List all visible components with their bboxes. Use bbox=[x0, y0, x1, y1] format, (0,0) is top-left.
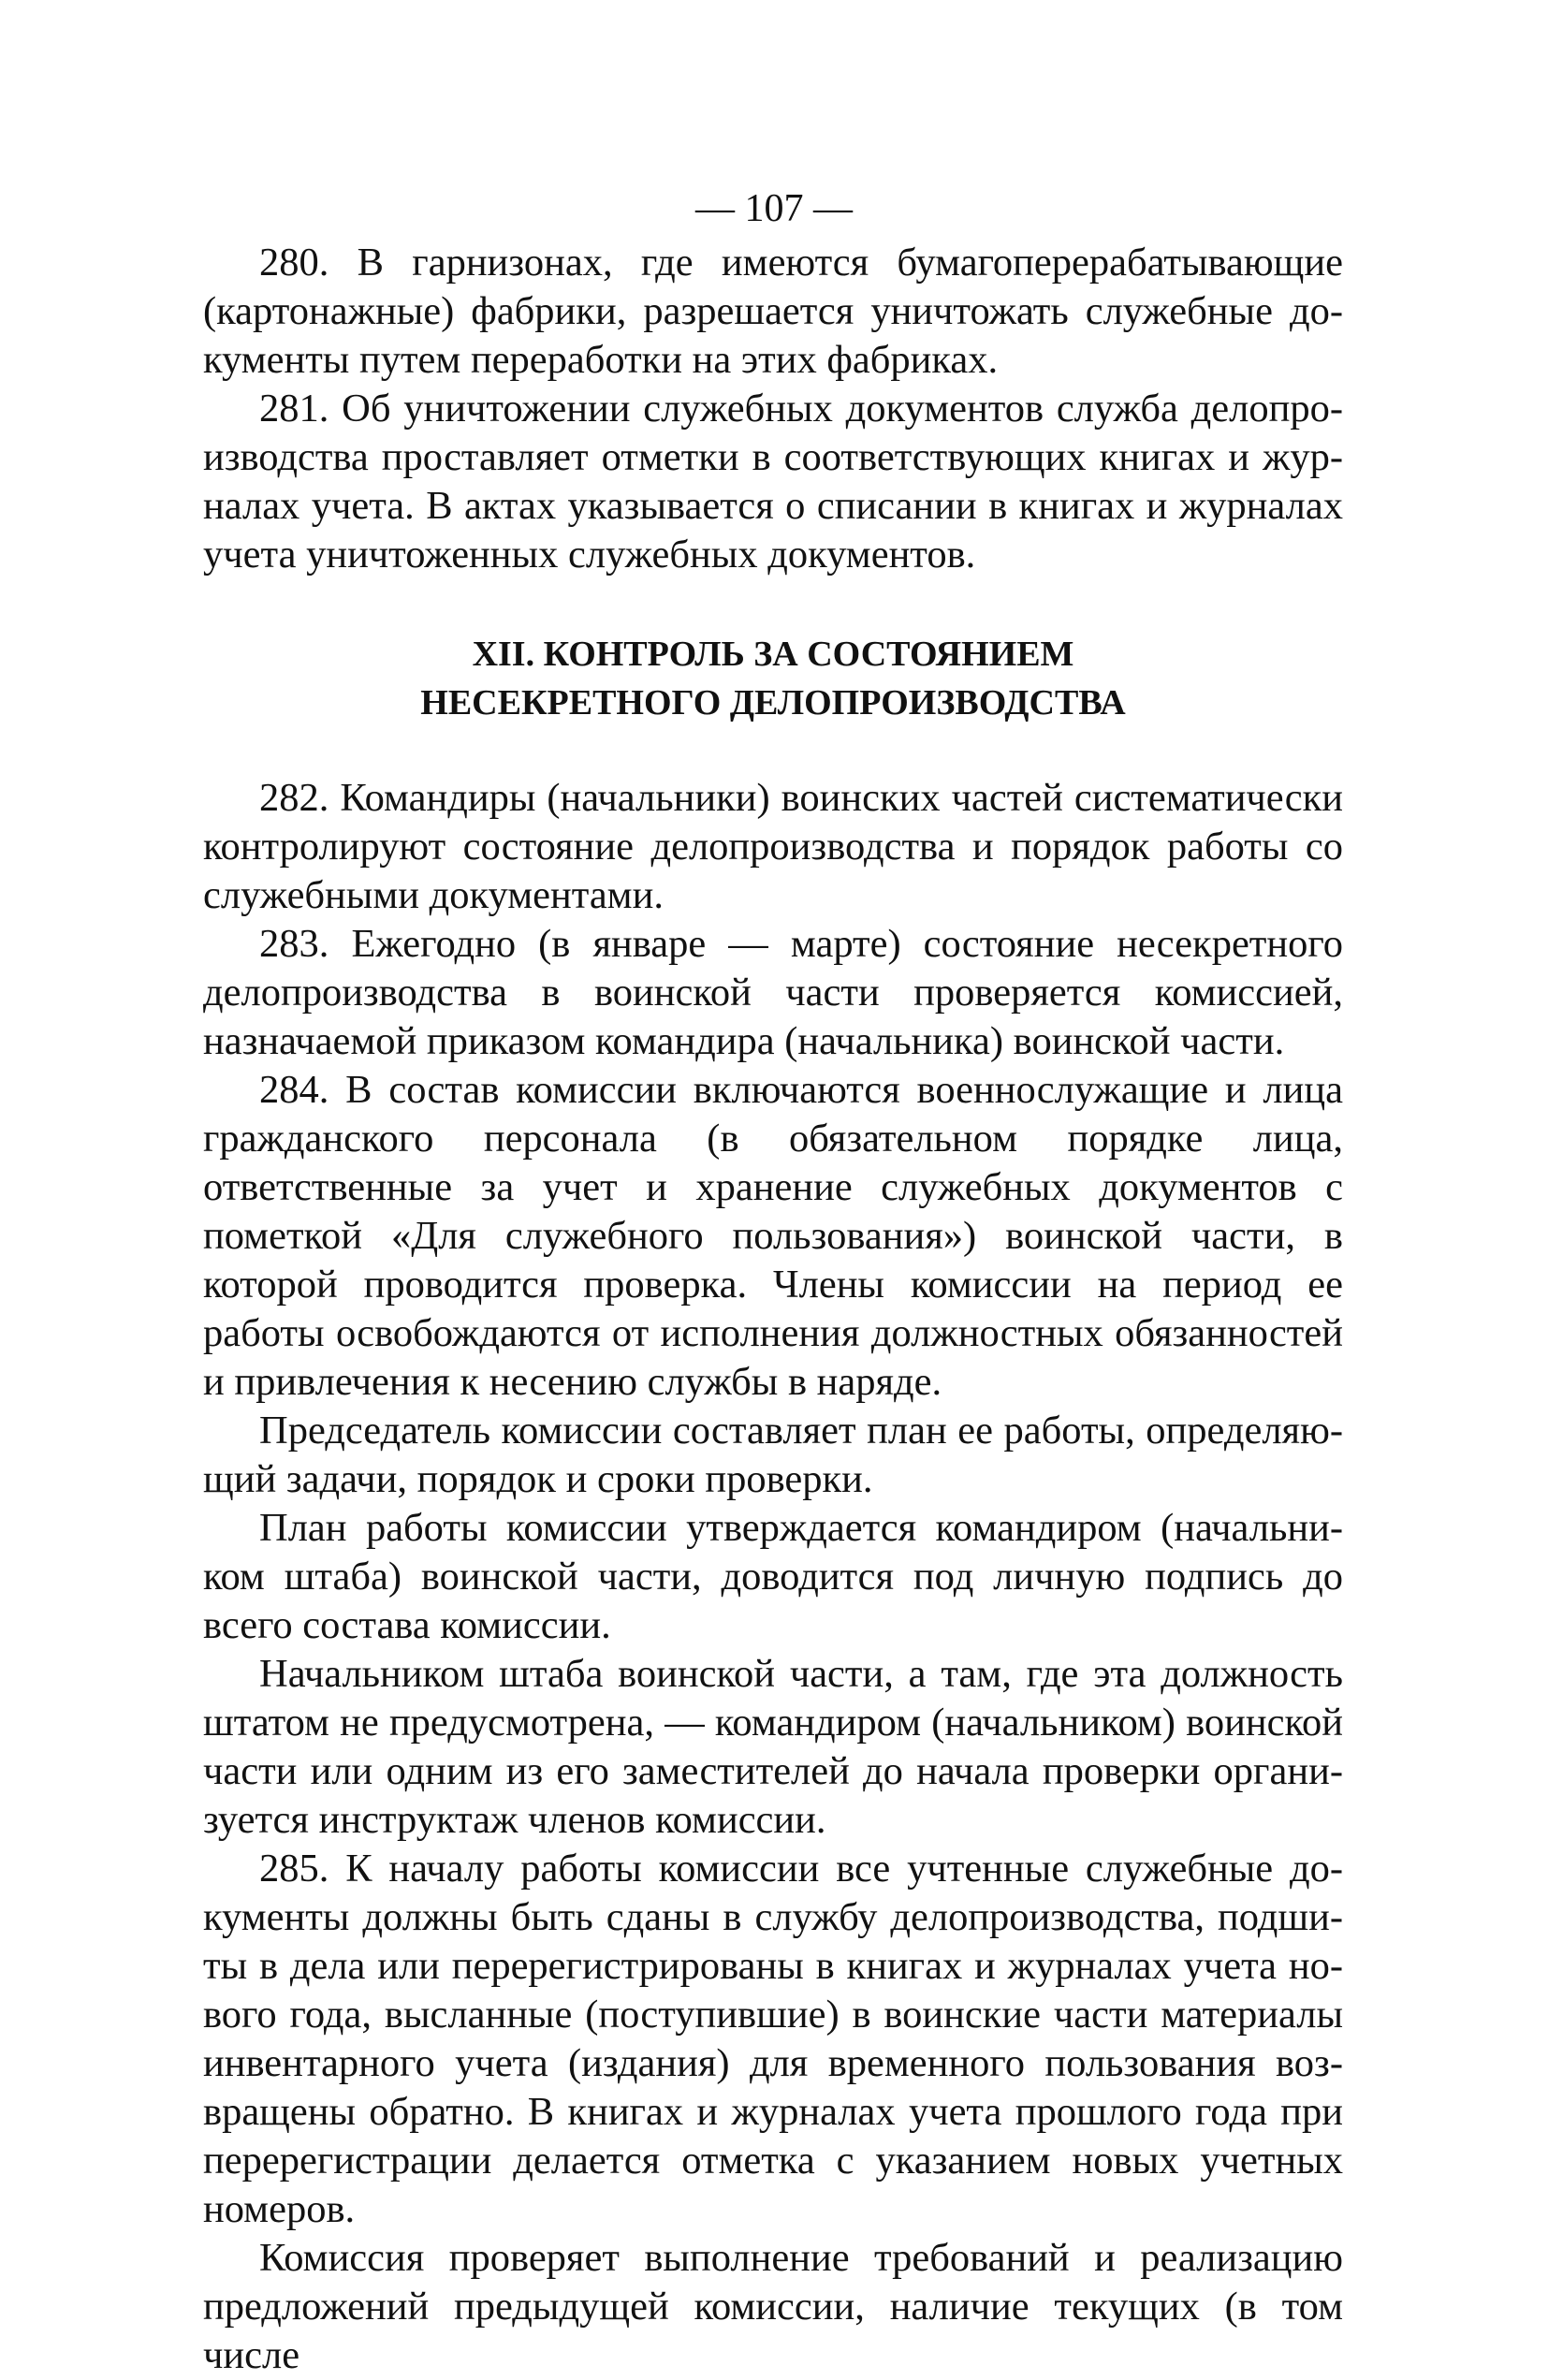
paragraph-281: 281. Об уничтожении служебных документов служба делопроизводства проставляет отметки в соответствующих книгах и журналах учета. В актах указывается о списании в книгах и журналах учета уничтоженных служебных документов. bbox=[203, 387, 1343, 577]
paragraph-285-commission-checks: Комиссия проверяет выполнение требований и реализацию предложений предыдущей комиссии, наличие текущих (в том числе bbox=[203, 2236, 1343, 2377]
paragraph-284: 284. В состав комиссии включаются военнослужащие и лица гражданского персонала (в обязательном порядке лица, ответственные за учет и хранение служебных документов с пометкой «Для служебного пользования») воинской части, в которой проводится проверка. Члены комиссии на период ее работы освобождаются от исполнения должностных обязанностей и привлечения к несению службы в наряде. bbox=[203, 1068, 1343, 1404]
paragraph-280: 280. В гарнизонах, где имеются бумагоперерабатывающие (картонажные) фабрики, разрешается уничтожать служебные документы путем переработки на этих фабриках. bbox=[203, 241, 1343, 382]
page-number: — 107 — bbox=[695, 187, 853, 230]
section-heading bbox=[203, 630, 1343, 727]
paragraph-282: 282. Командиры (начальники) воинских частей систематически контролируют состояние делопроизводства и порядок работы со служебными документами. bbox=[203, 776, 1343, 917]
section-title-line-1: XII. КОНТРОЛЬ ЗА СОСТОЯНИЕМ bbox=[472, 635, 1074, 674]
paragraph-284-briefing: Начальником штаба воинской части, а там, где эта должность штатом не предусмотрена, — командиром (начальником) воинской части или одним из его заместителей до начала проверки организуется инструктаж членов комиссии. bbox=[203, 1652, 1343, 1842]
paragraph-284-plan: План работы комиссии утверждается командиром (начальником штаба) воинской части, доводится под личную подпись до всего состава комиссии. bbox=[203, 1506, 1343, 1647]
text-column bbox=[203, 239, 1343, 2380]
paragraph-283: 283. Ежегодно (в январе — марте) состояние несекретного делопроизводства в воинской части проверяется комиссией, назначаемой приказом командира (начальника) воинской части. bbox=[203, 922, 1343, 1063]
paragraph-284-chairman: Председатель комиссии составляет план ее работы, определяющий задачи, порядок и сроки проверки. bbox=[203, 1409, 1343, 1501]
section-title-line-2: НЕСЕКРЕТНОГО ДЕЛОПРОИЗВОДСТВА bbox=[420, 683, 1126, 723]
paragraph-285: 285. К началу работы комиссии все учтенные служебные документы должны быть сданы в службу делопроизводства, подшиты в дела или перерегистрированы в книгах и журналах учета нового года, высланные (поступившие) в воинские части материалы инвентарного учета (издания) для временного пользования возвращены обратно. В книгах и журналах учета прошлого года при перерегистрации делается отметка с указанием новых учетных номеров. bbox=[203, 1847, 1343, 2231]
